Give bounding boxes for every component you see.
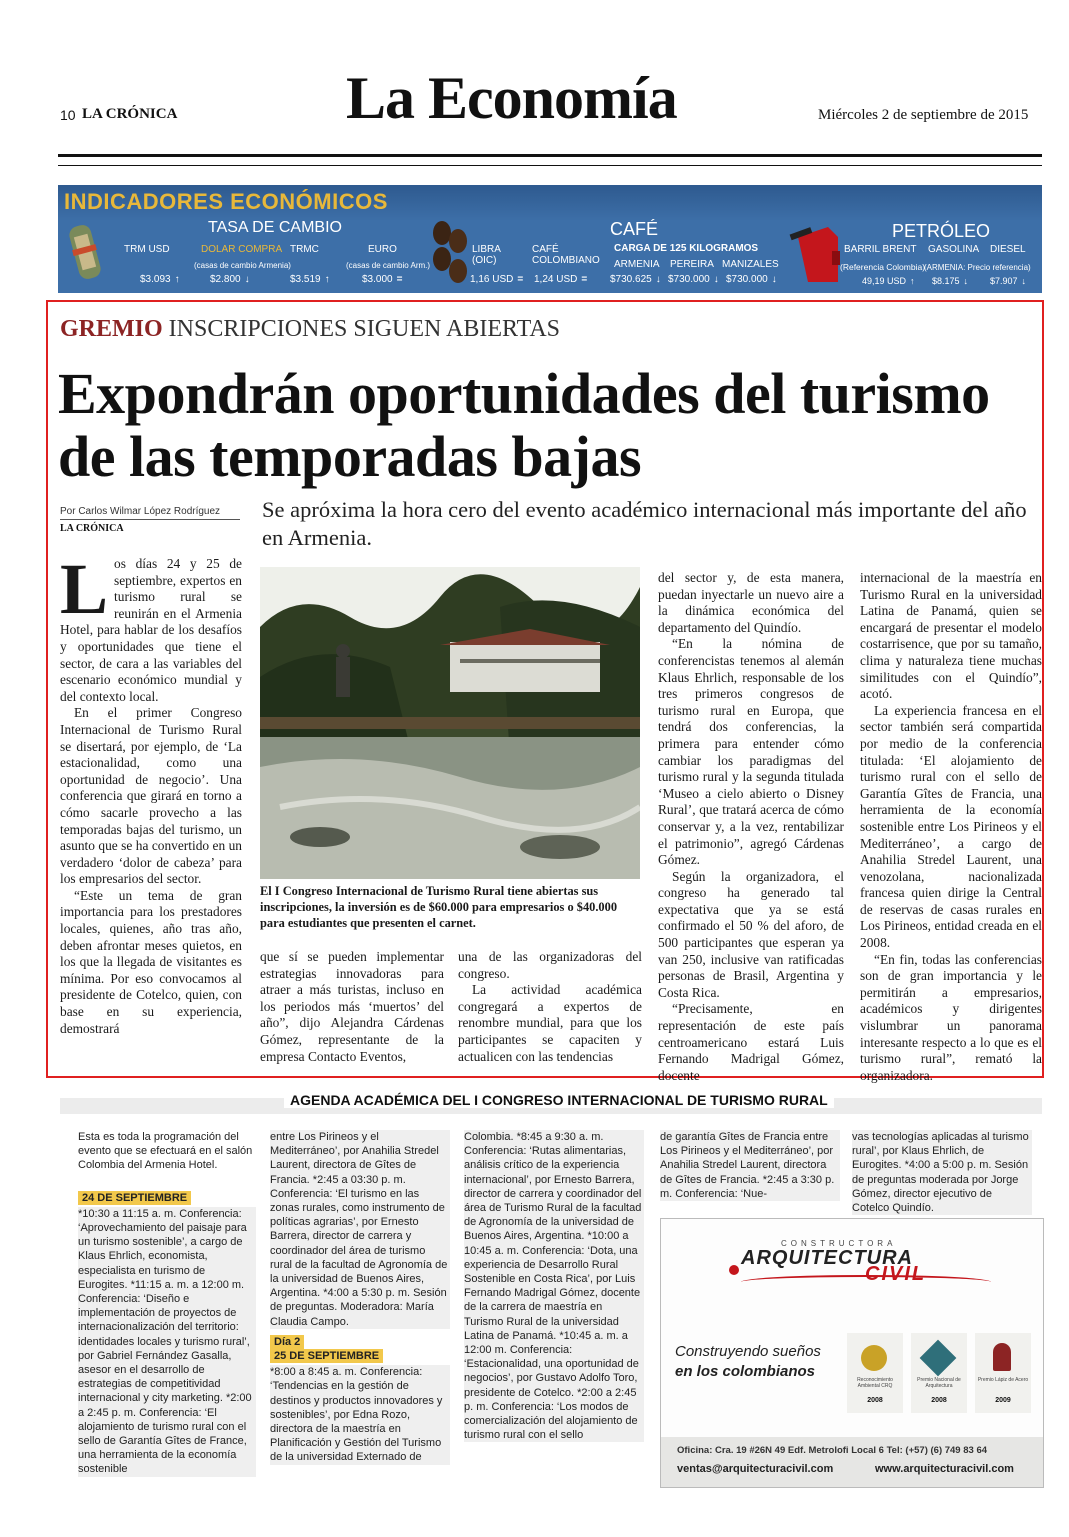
indicators-title: INDICADORES ECONÓMICOS	[64, 189, 388, 214]
agenda-column-5: vas tecnologías aplicadas al turismo rural’, por Klaus Ehrlich, de Eurogites. *4:00 a 5:00 p. m. Sesión de preguntas moderada por Jorge Gómez, director ejecutivo de Cotelco Quindío.	[852, 1130, 1032, 1215]
article-kicker	[60, 316, 560, 343]
photo-caption: El I Congreso Internacional de Turismo Rural tiene abiertas sus inscripciones, la inversión es de $60.000 para empresarios o $40.000 para estudiantes que presenten el carnet.	[260, 884, 618, 930]
article-column-5: internacional de la maestría en Turismo Rural en la universidad Latina de Panamá, quien se encargará de presentar el modelo costarrisence, que por su tamaño, clima y naturaleza tiene muchas similitudes con el Quindío”, acotó. La experiencia francesa en el sector también será compartida por medio de la conferencia titulada: ‘El alojamiento de turismo rural con el sello de Garantía Gîtes de Francia, una herramienta de la economía sostenible entre Los Pirineos y el Mediterráneo’, a cargo de Anahilia Stredel Laurent, una venozolana, nacionalizada francesa quien dirige la Central de reservas de casas rurales en Los Pirineos, entidad creada en el 2008. “En fin, todas las conferencias son de gran importancia y le permitirán a empresarios, académicos y dirigentes vislumbrar un panorama interesante respecto a lo que es el turismo rural”, remató la organizadora.	[860, 570, 1042, 1083]
ad-brand-top: ARQUITECTURA	[741, 1247, 913, 1269]
ad-small-caps: CONSTRUCTORA	[781, 1239, 897, 1248]
ad-brand-bottom: CIVIL	[865, 1263, 927, 1285]
section-title: La Economía	[346, 65, 677, 131]
agenda-column-4: de garantía Gîtes de Francia entre Los Pirineos y el Mediterráneo’, por Anahilia Stredel Laurent, directora de Gîtes de Francia. *2:45 a 3:30 p. m. Conferencia: ‘Nue-	[660, 1130, 840, 1201]
trmc-value: $3.519 ↑	[290, 274, 330, 285]
award-1: Reconocimiento Ambiental CRQ 2008	[847, 1333, 903, 1413]
agenda-column-2: entre Los Pirineos y el Mediterráneo’, por Anahilia Stredel Laurent, directora de Gîtes de Francia. *2:45 a 03:30 p. m. Conferencia: ‘El turismo en las zonas rurales, como instrumento de políticas agrarias’, por Ernesto Barrera, director de carrera y coordinador del área de turismo rural de la facultad de Agronomía de la universidad de Buenos Aires, Argentina. *4:00 a 5:30 p. m. Sesión de preguntas. Moderadora: María Claudia Campo. Día 2 25 DE SEPTIEMBRE *8:00 a 8:45 a. m. Conferencia: ‘Tendencias en la gestión de destinos y productos innovadores y sostenibles’, por Edna Rozo, directora de la maestría en Planificación y Gestión del Turismo de la universidad Externado de	[270, 1130, 450, 1465]
article-column-1: Los días 24 y 25 de septiembre, expertos en turismo rural se reunirán en el Armenia Hotel, para hablar de los desafíos y oportunidades que tiene el sector, de cara a las variables del escenario económico mundial y del contexto local. En el primer Congreso Internacional de Turismo Rural se disertará, por ejemplo, de ‘La estacionalidad, como una oportunidad de negocio’. Una conferencia que girará en torno a cómo sacarle provecho a las temporadas bajas del turismo, un asunto que se ha convertido en un verdadero ‘dolor de cabeza’ para los empresarios del sector. “Este un tema de gran importancia para los prestadores locales, quienes, año tras año, deben afrontar meses quietos, en los que la llegada de visitantes es mínima. Por eso convocamos al presidente de Cotelco, quien, con base en su experiencia, demostrará	[60, 549, 242, 1036]
agenda-day-2-label: Día 2	[270, 1335, 304, 1349]
byline-rule	[60, 519, 240, 520]
agenda-column-1: Esta es toda la programación del evento que se efectuará en el salón Colombia del Armenia Hotel. 24 DE SEPTIEMBRE *10:30 a 11:15 a. m. Conferencia: ‘Aprovechamiento del paisaje para un turismo sostenible’, a cargo de Klaus Ehrlich, economista, especialista en turismo de Eurogites. *11:15 a. m. a 12:00 m. Conferencia: ‘Diseño e implementación de proyectos de internacionalización del territorio: identidades locales y turismo rural’, por Gabriel Fernández Gasalla, asesor en el desarrollo de estrategias de competitividad internacional y city marketing. *2:00 a 2:45 p. m. Conferencia: ‘El alojamiento de turismo rural con el sello de Garantía Gîtes de France, una herramienta de la economía sostenible	[78, 1130, 256, 1477]
page-number: 10	[60, 107, 76, 123]
money-roll-icon	[64, 219, 106, 285]
award-3-trophy-icon	[993, 1343, 1011, 1371]
article-column-3: una de las organizadoras del congreso. La actividad académica congregará a expertos de renombre mundial, para que los participantes se capaciten y actualicen con las tendencias	[458, 949, 642, 1064]
colombiano-value: 1,24 USD =	[534, 274, 588, 285]
ad-website[interactable]: www.arquitecturacivil.com	[875, 1463, 1014, 1475]
diesel-value: $7.907 ↓	[990, 276, 1027, 286]
colombiano-label: CAFÉ COLOMBIANO	[532, 244, 600, 266]
fuel-nozzle-icon	[788, 207, 848, 287]
dolar-compra-label: DOLAR COMPRA	[201, 244, 283, 255]
ad-logo-dot	[729, 1265, 739, 1275]
brent-label: BARRIL BRENT	[844, 244, 917, 255]
dropcap: L	[60, 549, 109, 629]
libra-value: 1,16 USD =	[470, 274, 524, 285]
coffee-subtitle: CARGA DE 125 KILOGRAMOS	[614, 243, 759, 254]
brent-note: (Referencia Colombia)	[840, 262, 926, 272]
header-rule	[58, 154, 1042, 157]
dolar-compra-value: $2.800 ↓	[210, 274, 250, 285]
trm-usd-label: TRM USD	[124, 244, 170, 255]
diesel-label: DIESEL	[990, 244, 1026, 255]
byline: Por Carlos Wilmar López Rodríguez	[60, 506, 221, 517]
award-3: Premio Lápiz de Acero 2009	[975, 1333, 1031, 1413]
pereira-value: $730.000 ↓	[668, 274, 719, 285]
award-2: Premio Nacional de Arquitectura 2008	[911, 1333, 967, 1413]
ad-slogan-2: en los colombianos	[675, 1363, 816, 1380]
agenda-day-2: 25 DE SEPTIEMBRE	[270, 1349, 383, 1363]
advertisement	[660, 1218, 1044, 1488]
gasolina-note: (ARMENIA: Precio referencia)	[924, 263, 1031, 272]
gasolina-value: $8.175 ↓	[932, 276, 969, 286]
agenda-title: AGENDA ACADÉMICA DEL I CONGRESO INTERNACIONAL DE TURISMO RURAL	[284, 1092, 834, 1108]
agenda-intro: Esta es toda la programación del evento que se efectuará en el salón Colombia del Armenia Hotel.	[78, 1131, 253, 1172]
article-headline: Expondrán oportunidades del turismo de las temporadas bajas	[58, 361, 990, 489]
armenia-value: $730.625 ↓	[610, 274, 661, 285]
manizales-value: $730.000 ↓	[726, 274, 777, 285]
ad-slogan-1: Construyendo sueños	[675, 1343, 821, 1360]
euro-note: (casas de cambio Arm.)	[346, 261, 431, 270]
euro-label: EURO	[368, 244, 397, 255]
issue-date: Miércoles 2 de septiembre de 2015	[818, 107, 1029, 123]
ad-email[interactable]: ventas@arquitecturacivil.com	[677, 1463, 834, 1475]
agenda-day-1: 24 DE SEPTIEMBRE	[78, 1191, 191, 1205]
article-photo	[260, 567, 640, 879]
ad-office: Oficina: Cra. 19 #26N 49 Edf. Metrolofi Local 6 Tel: (+57) (6) 749 83 64	[677, 1445, 988, 1456]
libra-label: LIBRA (OIC)	[472, 244, 501, 266]
euro-value: $3.000 =	[362, 274, 403, 285]
dolar-compra-note: (casas de cambio Armenia)	[194, 261, 291, 270]
oil-title: PETRÓLEO	[892, 221, 991, 241]
coffee-beans-icon	[428, 219, 472, 289]
award-1-medal-icon	[861, 1345, 887, 1371]
article-column-2: que sí se pueden implementar estrategias innovadoras para atraer a más turistas, incluso en los periodos más ‘muertos’ del año”, dijo Alejandra Cárdenas Gómez, representante de la empresa Contacto Eventos,	[260, 949, 444, 1064]
agenda-column-3: Colombia. *8:45 a 9:30 a. m. Conferencia: ‘Rutas alimentarias, análisis crítico de la experiencia internacional’, por Ernesto Barrera, director de carrera y coordinador del área de Turismo Rural de la facultad de Agronomía de la universidad de Buenos Aires, Argentina. *10:00 a 10:45 a. m. Conferencia: ‘Dota, una experiencia de Desarrollo Rural Sostenible en Costa Rica’, por Luis Fernando Madrigal Gómez, docente de la carrera de maestría en Turismo Rural de la universidad Latina de Panamá. *10:45 a. m. a 12:00 m. Conferencia: ‘Estacionalidad, una oportunidad de negocios’, por Gustavo Adolfo Toro, presidente de Cotelco. *2:00 a 2:45 p. m. Conferencia: ‘Los modos de comercialización del alojamiento de turismo rural con el sello	[464, 1130, 644, 1442]
kicker-label: GREMIO	[60, 316, 163, 342]
header-rule-thin	[58, 165, 1042, 166]
pereira-label: PEREIRA	[670, 259, 714, 270]
indicators-banner	[58, 185, 1042, 293]
trm-usd-value: $3.093 ↑	[140, 274, 180, 285]
brent-value: 49,19 USD ↑	[862, 276, 915, 286]
article-deck: Se apróxima la hora cero del evento académico internacional más importante del año en Armenia.	[262, 497, 1027, 550]
paper-name: LA CRÓNICA	[82, 106, 178, 122]
gasolina-label: GASOLINA	[928, 244, 980, 255]
byline-source: LA CRÓNICA	[60, 523, 124, 534]
armenia-label: ARMENIA	[614, 259, 660, 270]
kicker-subtitle: INSCRIPCIONES SIGUEN ABIERTAS	[168, 316, 561, 342]
exchange-title: TASA DE CAMBIO	[208, 219, 342, 236]
trmc-label: TRMC	[290, 244, 319, 255]
article-column-4: del sector y, de esta manera, puedan inyectarle un nuevo aire a la dinámica económica del departamento del Quindío. “En la nómina de conferencistas tenemos al alemán Klaus Ehrlich, responsable de los tres primeros congresos de turismo rural en Europa, que tendrá dos conferencias, la primera para entender cómo cambiar los paradigmas del turismo rural y la segunda titulada ‘Museo a cielo abierto o Disney Rural’, que tratará acerca de cómo conservar y, a la vez, rentabilizar el patrimonio”, agregó Cárdenas Gómez. Según la organizadora, el congreso ha generado tal expectativa que ya se está confirmado el 50 % del aforo, de 500 participantes que esperan ya van 250, inclusive van ratificadas personas de Brasil, Argentina y Costa Rica. “Precisamente, en representación de este país centroamericano estará Luis Fernando Madrigal Gómez, docente	[658, 570, 844, 1083]
coffee-title: CAFÉ	[610, 219, 659, 239]
award-2-gem-icon	[920, 1340, 957, 1377]
manizales-label: MANIZALES	[722, 259, 779, 270]
